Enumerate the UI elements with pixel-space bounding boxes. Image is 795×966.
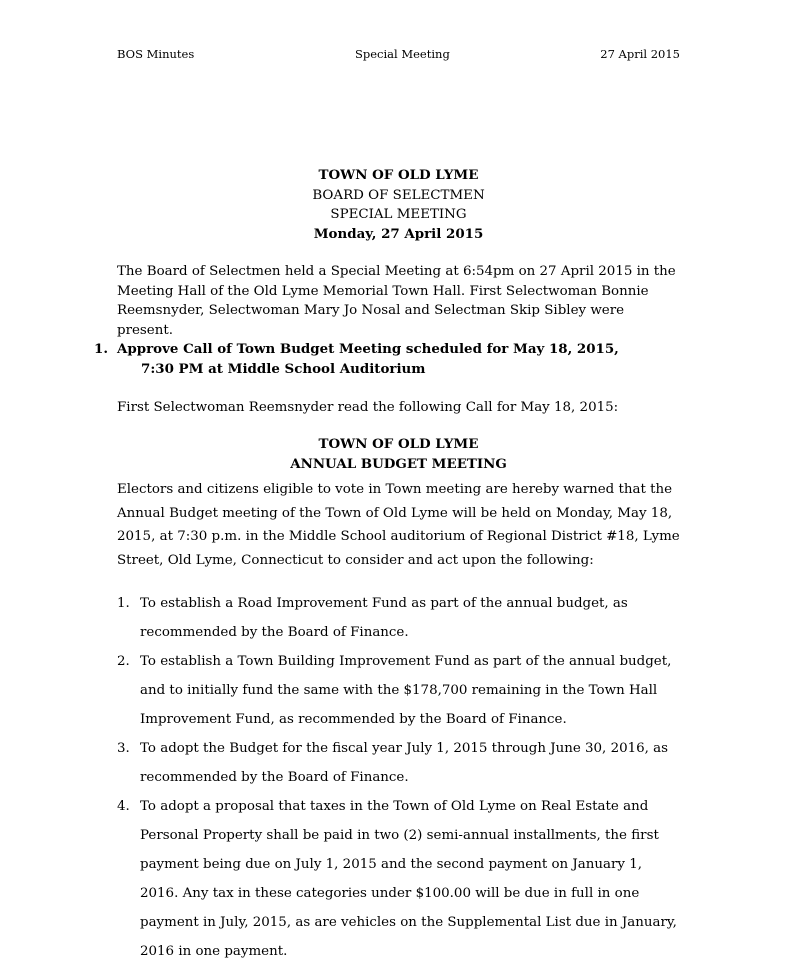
list-item-text: To establish a Road Improvement Fund as part of the annual budget, as recommended by the Board of Finance.	[140, 596, 628, 640]
agenda-item-text: First Selectwoman Reemsnyder read the following Call for May 18, 2015:	[117, 400, 619, 415]
list-item-text: To adopt the Budget for the fiscal year July 1, 2015 through June 30, 2016, as recommended by the Board of Finance.	[140, 741, 669, 785]
title-date: Monday, 27 April 2015	[313, 225, 484, 242]
agenda-item-title-line1: Approve Call of Town Budget Meeting scheduled for May 18, 2015,	[117, 341, 619, 357]
list-item	[117, 647, 677, 734]
header-doc-type: BOS Minutes	[117, 47, 195, 61]
document-title	[117, 166, 680, 244]
list-item-number: 4.	[117, 799, 130, 814]
call-title	[117, 435, 680, 474]
list-item-text: To establish a Town Building Improvement Fund as part of the annual budget, and to initially fund the same with the $178,700 remaining in the Town Hall Improvement Fund, as recommended by the Board of Finance.	[140, 654, 672, 727]
list-item-number: 2.	[117, 654, 130, 669]
call-items-list	[117, 589, 677, 966]
list-item-number: 3.	[117, 741, 130, 756]
list-item	[117, 734, 677, 792]
call-title-town: TOWN OF OLD LYME	[318, 436, 479, 452]
title-meeting: SPECIAL MEETING	[330, 207, 467, 222]
running-header	[117, 47, 680, 65]
header-date: 27 April 2015	[600, 47, 680, 61]
header-meeting-type: Special Meeting	[355, 47, 450, 61]
call-title-meeting: ANNUAL BUDGET MEETING	[290, 455, 507, 472]
list-item-text: To adopt a proposal that taxes in the Town of Old Lyme on Real Estate and Personal Property shall be paid in two (2) semi-annual installments, the first payment being due on July 1, 2015 and the second payment on January 1, 2016. Any tax in these categories under $100.00 will be due in full in one payment in July, 2015, as are vehicles on the Supplemental List due in January, 2016 in one payment.	[140, 799, 677, 959]
title-town: TOWN OF OLD LYME	[318, 167, 479, 183]
list-item-number: 1.	[117, 596, 130, 611]
list-item	[117, 589, 677, 647]
intro-paragraph: The Board of Selectmen held a Special Meeting at 6:54pm on 27 April 2015 in the Meeting Hall of the Old Lyme Memorial Town Hall. First Selectwoman Bonnie Reemsnyder, Selectwoman Mary Jo Nosal and Selectman Skip Sibley were present.	[117, 264, 676, 338]
list-item	[117, 792, 677, 966]
call-warning-paragraph: Electors and citizens eligible to vote in Town meeting are hereby warned that the Annual Budget meeting of the Town of Old Lyme will be held on Monday, May 18, 2015, at 7:30 p.m. in the Middle School auditorium of Regional District #18, Lyme Street, Old Lyme, Connecticut to consider and act upon the following:	[117, 482, 680, 568]
title-board: BOARD OF SELECTMEN	[312, 187, 485, 203]
agenda-item-title-line2: 7:30 PM at Middle School Auditorium	[141, 360, 426, 377]
agenda-item-number: 1.	[94, 341, 108, 357]
